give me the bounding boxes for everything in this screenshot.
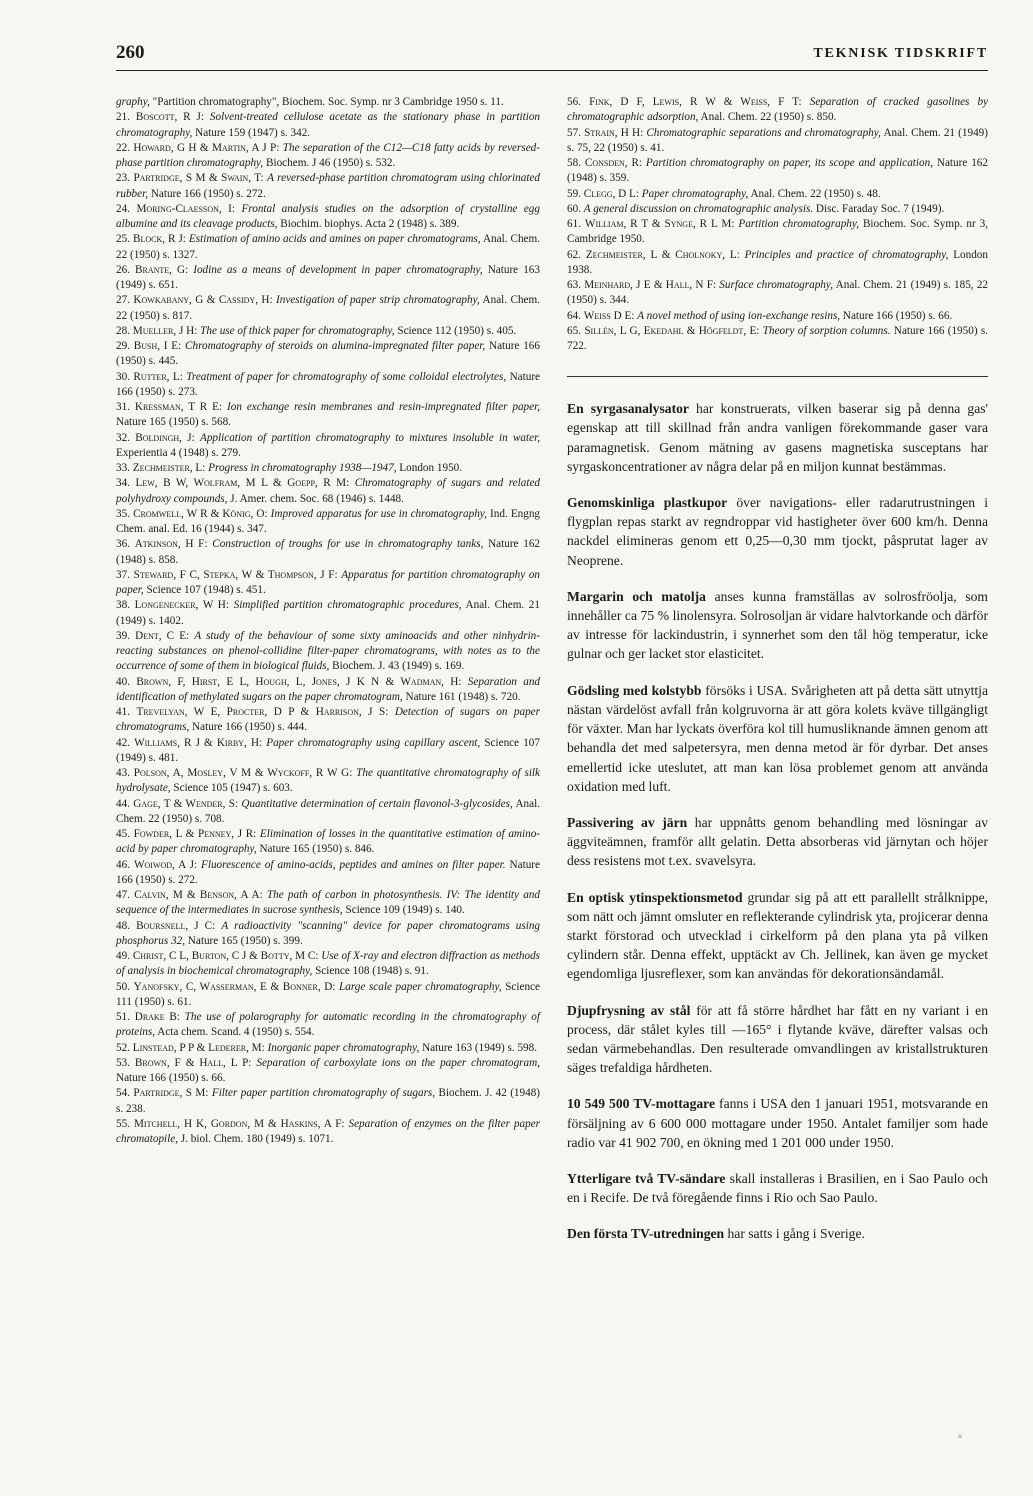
reference-author: Mitchell, H K, Gordon, M & Haskins, A F:: [133, 1117, 345, 1130]
reference-title: A novel method of using ion-exchange resins,: [637, 309, 841, 322]
reference-title: A general discussion on chromatographic analysis.: [583, 202, 814, 215]
reference-source: Nature 162 (1948) s. 858.: [116, 538, 541, 566]
reference-title: Chromatography of sugars and related polyhydroxy compounds,: [116, 477, 541, 505]
reference-entry: [116, 888, 540, 919]
reference-author: Block, R J:: [132, 233, 186, 246]
reference-title: Use of X-ray and electron diffraction as methods of analysis in biochemical chromatography,: [116, 950, 541, 978]
reference-author: William, R T & Synge, R L M:: [584, 218, 735, 230]
reference-source: Nature 161 (1948) s. 720.: [402, 690, 521, 703]
reference-source: Nature 166 (1950) s. 272.: [116, 858, 540, 886]
news-notices: [567, 399, 988, 1243]
reference-source: "Partition chromatography", Biochem. Soc. Symp. nr 3 Cambridge 1950 s. 11.: [149, 96, 504, 108]
reference-source: Nature 166 (1950) s. 66.: [116, 1072, 226, 1084]
reference-title: Solvent-treated cellulose acetate as the stationary phase in partition chromatography,: [116, 111, 541, 139]
reference-author: Partridge, S M:: [133, 1087, 209, 1100]
notice-body: fanns i USA den 1 januari 1951, motsvarande en försäljning av 6 600 000 mottagare under 1950. Antalet familjer som hade radio var 41 902 700, en ökning med 1 201 000 under 1950.: [567, 1096, 988, 1150]
reference-title: Estimation of amino acids and amines on paper chromatograms,: [188, 233, 481, 246]
reference-title: Apparatus for partition chromatography on paper,: [116, 568, 541, 596]
reference-number: 58.: [567, 157, 581, 169]
reference-entry: [116, 141, 540, 172]
reference-entry: [116, 370, 540, 401]
reference-source: Science 107 (1948) s. 451.: [143, 584, 266, 596]
notice-heading: En optisk ytinspektionsmetod: [567, 889, 743, 905]
reference-number: 57.: [567, 126, 581, 139]
reference-number: 42.: [116, 736, 130, 749]
reference-source: London 1950.: [396, 462, 463, 474]
reference-entry: [116, 461, 540, 476]
notice-heading: Djupfrysning av stål: [567, 1002, 691, 1018]
reference-title: Construction of troughs for use in chromatography tanks,: [212, 538, 484, 551]
reference-title: Improved apparatus for use in chromatography,: [270, 507, 487, 520]
left-column-references: [116, 95, 540, 1147]
reference-title: The use of thick paper for chromatography,: [200, 324, 395, 337]
reference-title: Chromatography of steroids on alumina-impregnated filter paper,: [185, 340, 486, 352]
reference-author: Calvin, M & Benson, A A:: [134, 889, 263, 901]
reference-entry: [116, 827, 540, 858]
news-notice: [567, 399, 988, 476]
reference-entry: [116, 949, 540, 980]
reference-author: Linstead, P P & Lederer, M:: [132, 1041, 265, 1054]
reference-title: A radioactivity "scanning" device for paper chromatograms using phosphorus 32,: [116, 919, 541, 947]
reference-entry: [567, 126, 988, 157]
reference-number: 41.: [116, 706, 130, 718]
reference-number: 37.: [116, 568, 130, 581]
reference-source: Anal. Chem. 22 (1950) s. 850.: [698, 111, 837, 124]
reference-author: Longenecker, W H:: [134, 599, 229, 612]
reference-number: 44.: [116, 797, 130, 810]
reference-author: Boursnell, J C:: [136, 919, 216, 932]
reference-number: 24.: [116, 202, 130, 215]
reference-title: Separation of enzymes on the filter paper chromatopile,: [116, 1117, 541, 1145]
reference-number: 59.: [567, 187, 581, 200]
reference-source: Nature 166 (1950) s. 66.: [840, 309, 953, 322]
reference-entry: [116, 568, 540, 599]
reference-entry: [116, 736, 540, 767]
news-notice: [567, 1001, 988, 1078]
reference-number: 56.: [567, 96, 581, 108]
reference-entry: [116, 797, 540, 828]
page-header: [116, 40, 988, 71]
reference-title: Separation of carboxylate ions on the paper chromatogram,: [256, 1056, 540, 1069]
news-notice: [567, 1169, 988, 1207]
reference-entry: [116, 1117, 540, 1148]
reference-source: Biochem. Soc. Symp. nr 3, Cambridge 1950.: [567, 218, 989, 246]
reference-entry: [116, 675, 540, 706]
reference-author: Meinhard, J E & Hall, N F:: [584, 279, 717, 291]
reference-title: Partition chromatography on paper, its scope and application,: [645, 157, 934, 169]
reference-author: Rutter, L:: [133, 370, 183, 383]
reference-source: Science 109 (1949) s. 140.: [342, 904, 465, 917]
reference-number: 63.: [567, 279, 581, 291]
reference-author: Steward, F C, Stepka, W & Thompson, J F:: [133, 568, 338, 581]
reference-source: Anal. Chem. 22 (1950) s. 708.: [116, 797, 540, 825]
reference-number: 34.: [116, 477, 130, 490]
notice-heading: Den första TV-utredningen: [567, 1226, 725, 1242]
reference-source: Anal. Chem. 22 (1950) s. 48.: [748, 187, 881, 200]
reference-entry: [567, 248, 988, 279]
reference-author: Kressman, T R E:: [134, 401, 223, 413]
reference-number: 25.: [116, 233, 130, 246]
reference-title: Large scale paper chromatography,: [339, 980, 502, 993]
reference-author: Drake B:: [134, 1011, 180, 1023]
reference-entry: [567, 156, 988, 187]
reference-source: J. biol. Chem. 180 (1949) s. 1071.: [178, 1133, 334, 1145]
reference-author: Brante, G:: [135, 263, 189, 276]
reference-entry: [116, 705, 540, 736]
reference-author: Partridge, S M & Swain, T:: [133, 172, 264, 185]
reference-title: Iodine as a means of development in paper chromatography,: [193, 263, 483, 276]
news-notice: [567, 1094, 988, 1152]
reference-source: Anal. Chem. 22 (1950) s. 1327.: [116, 233, 541, 261]
reference-entry: [116, 1086, 540, 1117]
reference-number: 49.: [116, 950, 130, 962]
reference-number: 54.: [116, 1087, 130, 1100]
reference-source: Nature 166 (1950) s. 272.: [148, 187, 266, 200]
notice-heading: Ytterligare två TV-sändare: [567, 1170, 726, 1186]
reference-title: Ion exchange resin membranes and resin-impregnated filter paper,: [227, 401, 541, 413]
reference-title: Separation and identification of methylated sugars on the paper chromatogram,: [116, 675, 541, 703]
reference-number: 31.: [116, 401, 130, 413]
reference-title: The path of carbon in photosynthesis. IV: The identity and sequence of the intermediates in sucrose synthesis,: [116, 889, 540, 917]
reference-title: Elimination of losses in the quantitative estimation of amino-acid by paper chromatography,: [116, 828, 541, 856]
reference-title: Principles and practice of chromatography,: [744, 248, 949, 261]
reference-author: Moring-Claesson, I:: [136, 202, 235, 215]
reference-source: London 1938.: [567, 248, 988, 276]
reference-title: Paper chromatography using capillary ascent,: [266, 736, 481, 749]
reference-number: 60.: [567, 202, 581, 215]
reference-title: Detection of sugars on paper chromatograms,: [116, 706, 540, 734]
reference-source: Nature 166 (1950) s. 273.: [116, 370, 541, 398]
reference-entry: [116, 324, 540, 339]
reference-entry: [567, 309, 988, 324]
reference-number: 52.: [116, 1041, 130, 1054]
reference-title: Filter paper partition chromatography of sugars,: [211, 1087, 436, 1100]
reference-author: Fink, D F, Lewis, R W & Weiss, F T:: [589, 96, 802, 108]
reference-entry: [116, 400, 540, 431]
news-notice: [567, 493, 988, 570]
reference-entry: [116, 919, 540, 950]
reference-author: Atkinson, H F:: [134, 538, 208, 551]
reference-author: Woiwod, A J:: [133, 858, 198, 871]
reference-entry: [567, 187, 988, 202]
reference-number: 36.: [116, 538, 130, 551]
notice-heading: Genomskinliga plastkupor: [567, 495, 728, 511]
reference-entry: [116, 537, 540, 568]
reference-entry: [567, 278, 988, 309]
reference-entry: [116, 202, 540, 233]
reference-source: Nature 163 (1949) s. 651.: [116, 263, 540, 291]
reference-source: Biochem. J. 43 (1949) s. 169.: [329, 660, 465, 673]
reference-author: Lew, B W, Wolfram, M L & Goepp, R M:: [135, 477, 350, 490]
reference-number: 43.: [116, 767, 130, 779]
notice-body: anses kunna framställas av solrosfröolja, som innehåller ca 75 % linolensyra. Solrosoljan är vidare halvtorkande och därför av intresse för lackindustrin, i synnerhet som den tål hög temperatur, icke gulnar och ger lacket stor elasticitet.: [567, 588, 989, 662]
reference-entry: [116, 476, 540, 507]
reference-source: Anal. Chem. 21 (1949) s. 75, 22 (1950) s. 41.: [567, 126, 988, 154]
reference-title: Chromatographic separations and chromatography,: [646, 126, 881, 139]
notice-body: för att få större hårdhet har fått en ny variant i en process, där stålet kyles till —165° i flytande kväve, därefter valsas och sedan värmebehandlas. Den resulterade omvandlingen av kristallstrukturen säges trefaldiga hårdheten.: [567, 1002, 988, 1076]
reference-entry: [116, 339, 540, 370]
notice-heading: 10 549 500 TV-mottagare: [567, 1096, 716, 1112]
reference-entry: [116, 1041, 540, 1056]
news-notice: [567, 681, 988, 796]
reference-entry: [567, 217, 988, 248]
reference-entry: [567, 202, 988, 217]
reference-source: Science 111 (1950) s. 61.: [116, 980, 540, 1008]
reference-entry: [116, 95, 540, 110]
reference-source: Anal. Chem. 21 (1949) s. 1402.: [116, 599, 540, 627]
reference-entry: [116, 1056, 540, 1087]
reference-author: Consden, R:: [584, 157, 643, 169]
reference-source: Science 105 (1947) s. 603.: [170, 782, 293, 795]
right-column-references: [567, 95, 988, 354]
reference-source: Nature 166 (1950) s. 722.: [567, 324, 989, 352]
reference-number: 33.: [116, 462, 130, 474]
reference-title: Simplified partition chromatographic procedures,: [233, 599, 462, 612]
reference-source: Nature 165 (1950) s. 399.: [185, 934, 303, 947]
reference-entry: [116, 171, 540, 202]
reference-title: Inorganic paper chromatography,: [267, 1041, 420, 1054]
reference-title: The use of polarography for automatic recording in the chromatography of proteins,: [116, 1011, 540, 1039]
notice-body: över navigations- eller radarutrustningen i flygplan repas starkt av regndroppar vid hastigheter över 600 km/h. Denna nackdel elimineras genom ett 0,25—0,30 mm tjockt, påsprutat lager av Neoprene.: [567, 495, 989, 568]
reference-number: 29.: [116, 340, 130, 352]
reference-author: Sillén, L G, Ekedahl & Högfeldt, E:: [584, 324, 760, 337]
reference-number: 40.: [116, 675, 130, 688]
reference-source: Biochim. biophys. Acta 2 (1948) s. 389.: [277, 218, 460, 230]
reference-number: 62.: [567, 248, 581, 261]
journal-title: TEKNISK TIDSKRIFT: [813, 46, 988, 61]
reference-source: Nature 159 (1947) s. 342.: [192, 126, 311, 139]
reference-title: Treatment of paper for chromatography of some colloidal electrolytes,: [186, 370, 507, 383]
reference-source: Nature 166 (1950) s. 445.: [116, 340, 540, 368]
notice-body: grundar sig på att ett parallellt strålknippe, som nätt och jämnt omsluter en reflekterande cylindrisk yta, projicerar denna starkt förstorad och utvecklad i cirkelform på den plana yta på vilken cylindern står. Denna effekt, upptäckt av Ch. Jellinek, kan även ge mycket egendomliga ljusreflexer, som kan användas för dekorationsändamål.: [567, 889, 989, 982]
reference-entry: [116, 980, 540, 1011]
reference-number: 65.: [567, 324, 581, 337]
reference-source: J. Amer. chem. Soc. 68 (1946) s. 1448.: [227, 492, 404, 505]
reference-author: Clegg, D L:: [583, 187, 639, 200]
reference-author: Cromwell, W R & König, O:: [133, 507, 268, 520]
reference-title: Partition chromatography,: [738, 218, 860, 230]
reference-title: Surface chromatography,: [719, 279, 834, 291]
page-number: 260: [116, 42, 145, 63]
reference-title: Theory of sorption columns.: [762, 324, 891, 337]
reference-number: 30.: [116, 370, 130, 383]
reference-number: 32.: [116, 431, 130, 444]
reference-title: Frontal analysis studies on the adsorption of crystalline egg albumine and its cleavage products,: [116, 202, 540, 230]
notice-body: har satts i gång i Sverige.: [724, 1226, 865, 1242]
reference-entry: [116, 232, 540, 263]
news-notice: [567, 1224, 988, 1243]
reference-source: Anal. Chem. 22 (1950) s. 817.: [116, 294, 541, 322]
reference-number: 39.: [116, 629, 130, 642]
reference-entry: [116, 110, 540, 141]
reference-number: 45.: [116, 828, 130, 840]
section-divider: [567, 376, 988, 377]
reference-title: A reversed-phase partition chromatogram using chlorinated rubber,: [116, 172, 540, 200]
reference-author: Weiss D E:: [583, 309, 635, 322]
reference-source: Nature 162 (1948) s. 359.: [567, 157, 988, 185]
reference-author: Fowder, L & Penney, J R:: [133, 828, 257, 840]
reference-author: Gage, T & Wender, S:: [133, 797, 239, 810]
reference-title: The quantitative chromatography of silk hydrolysate,: [116, 767, 541, 795]
reference-title: The separation of the C12—C18 fatty acids by reversed-phase partition chromatography,: [116, 141, 540, 169]
notice-heading: Gödsling med kolstybb: [567, 682, 702, 698]
reference-author: Kowkabany, G & Cassidy, H:: [133, 294, 273, 307]
reference-number: 28.: [116, 324, 130, 337]
reference-source: Ind. Engng Chem. anal. Ed. 16 (1944) s. 347.: [116, 507, 541, 535]
reference-title: graphy,: [116, 96, 150, 108]
reference-author: Howard, G H & Martin, A J P:: [133, 141, 280, 154]
news-notice: [567, 888, 988, 984]
reference-title: Application of partition chromatography to mixtures insoluble in water,: [199, 431, 540, 444]
reference-title: Fluorescence of amino-acids, peptides and amines on filter paper.: [201, 858, 506, 871]
reference-number: 21.: [116, 111, 130, 124]
reference-title: Investigation of paper strip chromatography,: [276, 294, 480, 307]
footer-mark: °: [958, 1434, 962, 1445]
reference-title: Quantitative determination of certain flavonol-3-glycosides,: [241, 797, 513, 810]
news-notice: [567, 587, 988, 664]
notice-heading: En syrgasanalysator: [567, 401, 689, 417]
reference-entry: [116, 1010, 540, 1041]
news-notice: [567, 813, 988, 871]
notice-body: har konstruerats, vilken baserar sig på denna gas' egenskap att till skillnad från andra vanligen förekommande gaser vara paramagnetisk. Genom mätning av gasens magnetiska susceptans har syrgaskoncentrationer av några delar på en miljon kunnat bestämmas.: [567, 401, 988, 474]
reference-source: Biochem. J. 42 (1948) s. 238.: [116, 1087, 541, 1115]
reference-source: Science 108 (1948) s. 91.: [312, 965, 429, 978]
reference-source: Acta chem. Scand. 4 (1950) s. 554.: [155, 1026, 315, 1039]
notice-heading: Margarin och matolja: [567, 588, 706, 604]
reference-title: Paper chromatography,: [641, 187, 749, 200]
reference-author: Trevelyan, W E, Procter, D P & Harrison, J S:: [136, 706, 389, 718]
reference-entry: [116, 507, 540, 538]
reference-number: 53.: [116, 1056, 130, 1069]
notice-body: har uppnåtts genom behandling med lösningar av äggviteämnen, framför allt gelatin. Detta absorberas vid järnytan och höjer dess resistens mot t.ex. svavelsyra.: [567, 814, 989, 869]
reference-title: Separation of cracked gasolines by chromatographic adsorption,: [567, 96, 989, 124]
reference-author: Bush, I E:: [133, 340, 182, 352]
reference-entry: [116, 858, 540, 889]
reference-source: Nature 166 (1950) s. 444.: [189, 721, 308, 734]
notice-heading: Passivering av järn: [567, 814, 688, 830]
reference-number: 64.: [567, 309, 581, 322]
reference-author: Williams, R J & Kirby, H:: [134, 736, 263, 749]
reference-entry: [116, 598, 540, 629]
reference-number: 50.: [116, 980, 130, 993]
reference-entry: [116, 629, 540, 675]
reference-number: 27.: [116, 294, 130, 307]
reference-source: Experientia 4 (1948) s. 279.: [116, 446, 241, 459]
reference-entry: [567, 324, 988, 355]
reference-author: Mueller, J H:: [132, 324, 198, 337]
reference-entry: [116, 293, 540, 324]
reference-number: 46.: [116, 858, 130, 871]
reference-number: 22.: [116, 141, 130, 154]
reference-source: Anal. Chem. 21 (1949) s. 185, 22 (1950) s. 344.: [567, 279, 989, 307]
reference-author: Boldingh, J:: [135, 431, 195, 444]
reference-number: 48.: [116, 919, 130, 932]
reference-author: Polson, A, Mosley, V M & Wyckoff, R W G:: [133, 767, 353, 779]
reference-source: Biochem. J 46 (1950) s. 532.: [263, 157, 396, 169]
reference-entry: [116, 431, 540, 462]
reference-number: 38.: [116, 599, 130, 612]
reference-entry: [116, 263, 540, 294]
reference-entry: [116, 766, 540, 797]
reference-number: 51.: [116, 1011, 130, 1023]
reference-entry: [567, 95, 988, 126]
reference-author: Brown, F & Hall, L P:: [134, 1056, 252, 1069]
notice-body: skall installeras i Brasilien, en i Sao Paulo och en i Recife. De två föregående finns i Rio och Sao Paulo.: [567, 1170, 988, 1206]
reference-number: 23.: [116, 172, 130, 185]
right-column: [567, 95, 988, 1261]
notice-body: försöks i USA. Svårigheten att på detta sätt utnyttja nästan värdelöst avfall från kolgruvorna är att göra kolets kväve tillgängligt för växter. Man har lyckats överföra kol till humusliknande ämnen genom att behandla det med salpetersyra, men denna metod är för dyrbar. Det anses emellertid icke uteslutet, att man kan lösa problemet genom att använda oxidation med luft.: [567, 682, 988, 794]
reference-number: 47.: [116, 889, 130, 901]
reference-author: Boscott, R J:: [135, 111, 204, 124]
reference-number: 61.: [567, 218, 581, 230]
reference-source: Science 112 (1950) s. 405.: [394, 324, 517, 337]
reference-author: Christ, C L, Burton, C J & Botty, M C:: [132, 950, 319, 962]
reference-number: 55.: [116, 1117, 130, 1130]
reference-author: Zechmeister, L:: [132, 462, 206, 474]
reference-source: Science 107 (1949) s. 481.: [116, 736, 540, 764]
reference-title: A study of the behaviour of some sixty aminoacids and other ninhydrin-reacting substances on phenol-collidine filter-paper chromatograms, with notes as to the occurrence of some of them in biological fluids,: [116, 629, 541, 673]
reference-source: Nature 165 (1950) s. 846.: [256, 843, 375, 856]
reference-number: 26.: [116, 263, 130, 276]
reference-source: Disc. Faraday Soc. 7 (1949).: [813, 202, 945, 215]
reference-title: Progress in chromatography 1938—1947,: [208, 462, 397, 474]
reference-source: Nature 165 (1950) s. 568.: [116, 416, 231, 429]
reference-author: Brown, F, Hirst, E L, Hough, L, Jones, J K N & Wadman, H:: [136, 675, 462, 688]
reference-number: 35.: [116, 507, 130, 520]
reference-author: Strain, H H:: [584, 126, 644, 139]
reference-source: Nature 163 (1949) s. 598.: [419, 1041, 538, 1054]
reference-author: Dent, C E:: [135, 629, 190, 642]
reference-author: Zechmeister, L & Cholnoky, L:: [585, 248, 740, 261]
reference-author: Yanofsky, C, Wasserman, E & Bonner, D:: [133, 980, 336, 993]
